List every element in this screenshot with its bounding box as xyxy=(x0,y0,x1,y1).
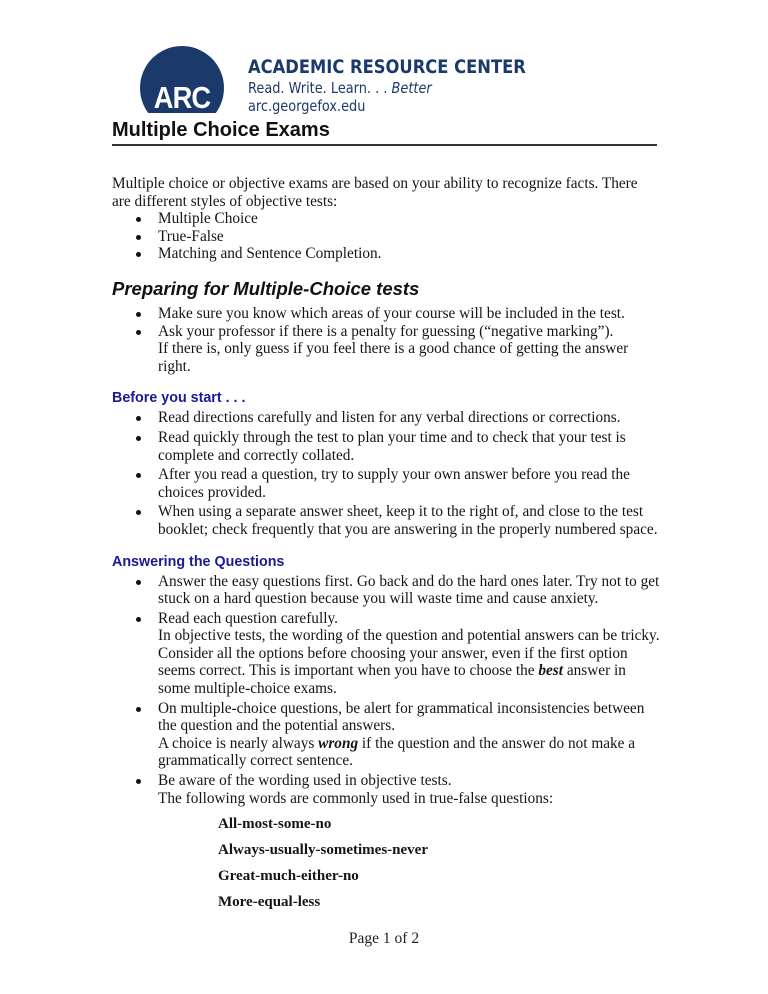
bullet-icon xyxy=(136,580,141,585)
list-item xyxy=(112,610,660,698)
word-sets xyxy=(112,816,660,911)
list-item xyxy=(112,573,660,608)
word-set: Great-much-either-no xyxy=(218,868,359,885)
word-set: Always-usually-sometimes-never xyxy=(218,842,428,859)
subheading-before-you-start: Before you start . . . xyxy=(112,390,246,407)
list-item-text: Multiple Choice xyxy=(158,210,258,228)
before-start-list xyxy=(112,409,660,538)
bullet-icon xyxy=(136,436,141,441)
tagline xyxy=(248,79,432,97)
bullet-icon xyxy=(136,312,141,317)
list-item-text: On multiple-choice questions, be alert for grammatical inconsistencies between the question and the potential answers. xyxy=(158,699,645,735)
bullet-icon xyxy=(136,510,141,515)
list-item-text: If there is, only guess if you feel there is a good chance of getting the answer right. xyxy=(158,340,629,375)
list-item xyxy=(112,772,660,807)
list-item xyxy=(112,503,660,538)
test-styles-list xyxy=(112,210,660,263)
list-item-text: Ask your professor if there is a penalty for guessing (“negative marking”). xyxy=(158,322,614,340)
list-item xyxy=(112,210,660,228)
list-item-text: if the question and the answer do not make a grammatically correct sentence. xyxy=(158,734,636,770)
bullet-icon xyxy=(136,617,141,622)
page-title: Multiple Choice Exams xyxy=(112,119,330,141)
list-item-text: Be aware of the wording used in objective tests. xyxy=(158,772,452,790)
section-heading-preparing: Preparing for Multiple-Choice tests xyxy=(112,277,420,299)
bullet-icon xyxy=(136,707,141,712)
list-item-text: Answer the easy questions first. Go back and do the hard ones later. Try not to get stuck on a hard question because you will waste time and cause anxiety. xyxy=(158,572,660,608)
logo-text: ARC xyxy=(153,80,211,113)
bullet-icon xyxy=(136,416,141,421)
list-item xyxy=(112,245,660,263)
arc-logo xyxy=(130,40,240,113)
page-number: Page 1 of 2 xyxy=(348,930,420,947)
list-item xyxy=(112,429,660,464)
preparing-list xyxy=(112,305,660,375)
tagline-emphasis: Better xyxy=(391,79,432,97)
answering-list xyxy=(112,573,660,808)
bullet-icon xyxy=(136,330,141,335)
document-body xyxy=(112,175,660,920)
list-item-text: When using a separate answer sheet, keep it to the right of, and close to the test booklet; check frequently that you are answering in the properly numbered space. xyxy=(158,503,658,538)
emphasis-text: wrong xyxy=(318,734,359,752)
list-item-text: Make sure you know which areas of your course will be included in the test. xyxy=(158,304,625,322)
bullet-icon xyxy=(136,235,141,240)
list-item-text: Read directions carefully and listen for any verbal directions or corrections. xyxy=(158,409,621,427)
list-item xyxy=(112,466,660,501)
bullet-icon xyxy=(136,217,141,222)
list-item-text: True-False xyxy=(158,227,224,245)
intro-paragraph: Multiple choice or objective exams are based on your ability to recognize facts. There are different styles of objective tests: xyxy=(112,175,638,210)
list-item-text: Read each question carefully. xyxy=(158,609,338,627)
subheading-answering: Answering the Questions xyxy=(112,553,285,570)
bullet-icon xyxy=(136,779,141,784)
list-item-text: answer in some multiple-choice exams. xyxy=(158,662,626,698)
tagline-main: Read. Write. Learn. . . xyxy=(248,79,392,97)
site-url: arc.georgefox.edu xyxy=(248,97,366,115)
bullet-icon xyxy=(136,252,141,257)
list-item xyxy=(112,323,660,376)
list-item xyxy=(112,700,660,770)
list-item-text: After you read a question, try to supply your own answer before you read the choices provided. xyxy=(158,466,630,501)
list-item xyxy=(112,305,660,323)
list-item xyxy=(112,228,660,246)
list-item xyxy=(112,409,660,427)
emphasis-text: best xyxy=(538,662,564,680)
word-set: More-equal-less xyxy=(218,894,321,911)
list-item-text: A choice is nearly always xyxy=(158,734,319,752)
list-item-text: In objective tests, the wording of the question and potential answers can be tricky. Consider all the options before choosing your answer, even if the first option seems correct. This is important when you have to choose the xyxy=(158,627,660,680)
title-divider xyxy=(112,144,657,146)
word-set: All-most-some-no xyxy=(218,816,332,833)
bullet-icon xyxy=(136,473,141,478)
list-item-text: The following words are commonly used in true-false questions: xyxy=(158,789,554,807)
list-item-text: Read quickly through the test to plan your time and to check that your test is complete and correctly collated. xyxy=(158,428,626,464)
list-item-text: Matching and Sentence Completion. xyxy=(158,245,382,263)
org-name: ACADEMIC RESOURCE CENTER xyxy=(248,56,526,78)
